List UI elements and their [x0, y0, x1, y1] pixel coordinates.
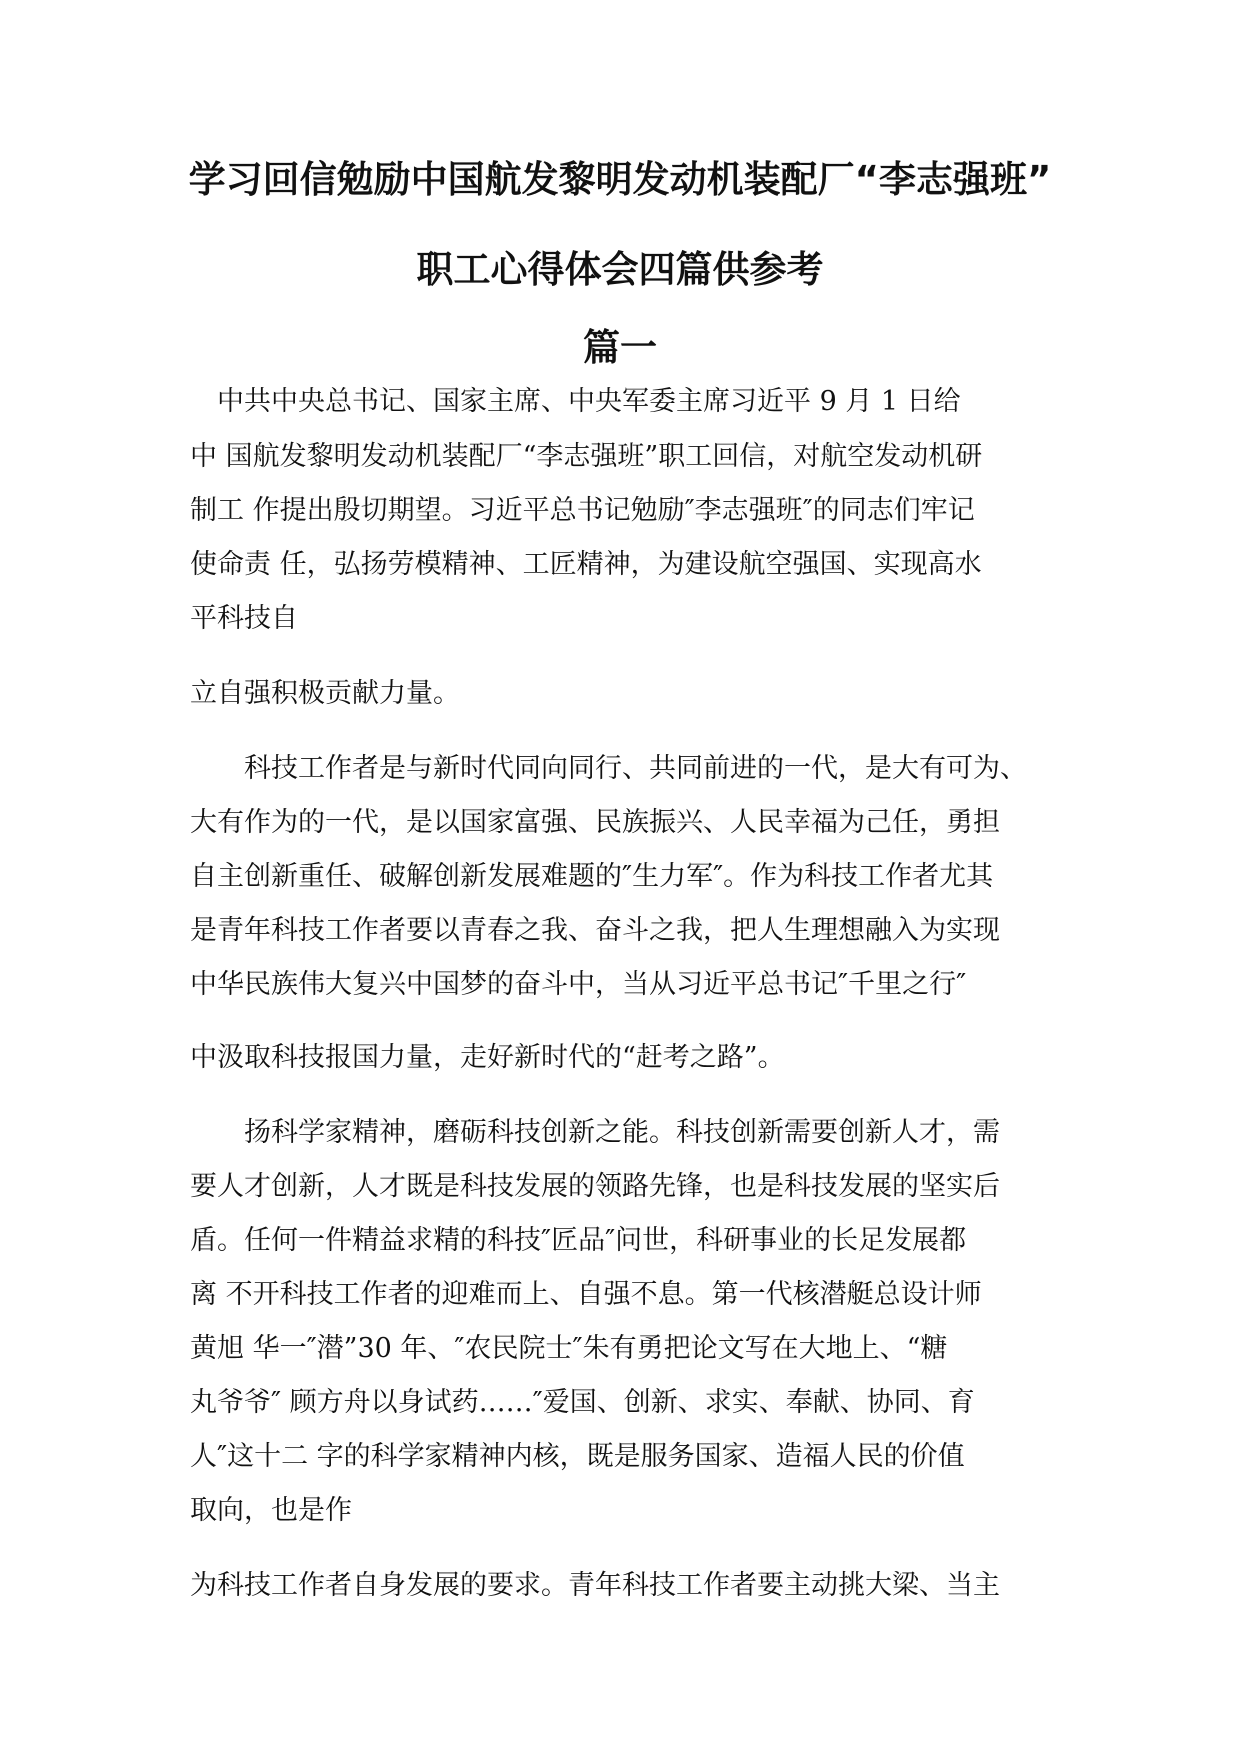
- section-heading: 篇一: [583, 326, 657, 369]
- body-text-line: 取向，也是作: [190, 1495, 352, 1526]
- body-text-line: 盾。任何一件精益求精的科技″匠品″问世，科研事业的长足发展都: [190, 1225, 967, 1256]
- body-text-line: 要人才创新，人才既是科技发展的领路先锋，也是科技发展的坚实后: [190, 1171, 1000, 1202]
- body-text-line: 人″这十二 字的科学家精神内核，既是服务国家、造福人民的价值: [190, 1441, 965, 1472]
- body-text-line: 自主创新重任、破解创新发展难题的″生力军″。作为科技工作者尤其: [190, 861, 994, 892]
- body-text-line: 中华民族伟大复兴中国梦的奋斗中，当从习近平总书记″千里之行″: [190, 969, 967, 1000]
- body-text-line: 丸爷爷″ 顾方舟以身试药……″爱国、创新、求实、奉献、协同、育: [190, 1387, 975, 1418]
- body-text-line: 为科技工作者自身发展的要求。青年科技工作者要主动挑大梁、当主: [190, 1570, 1000, 1601]
- body-text-line: 是青年科技工作者要以青春之我、奋斗之我，把人生理想融入为实现: [190, 915, 1000, 946]
- body-text-line: 黄旭 华一″潜”30 年、″农民院士″朱有勇把论文写在大地上、“糖: [190, 1333, 948, 1364]
- body-text-line: 中 国航发黎明发动机装配厂“李志强班”职工回信，对航空发动机研: [190, 441, 983, 472]
- body-text-line: 中汲取科技报国力量，走好新时代的“赶考之路”。: [190, 1042, 785, 1073]
- body-text-line: 制工 作提出殷切期望。习近平总书记勉励″李志强班″的同志们牢记: [190, 495, 975, 526]
- body-text-line: 立自强积极贡献力量。: [190, 678, 460, 709]
- document-title-line-1: 学习回信勉励中国航发黎明发动机装配厂“李志强班”: [188, 158, 1052, 201]
- body-text-line: 使命责 任，弘扬劳模精神、工匠精神，为建设航空强国、实现高水: [190, 549, 982, 580]
- body-text-line: 离 不开科技工作者的迎难而上、自强不息。第一代核潜艇总设计师: [190, 1279, 982, 1310]
- body-text-line: 平科技自: [190, 603, 298, 634]
- document-title-line-2: 职工心得体会四篇供参考: [416, 248, 824, 291]
- body-text-line: 大有作为的一代，是以国家富强、民族振兴、人民幸福为己任，勇担: [190, 807, 1000, 838]
- body-text-line: 扬科学家精神，磨砺科技创新之能。科技创新需要创新人才，需: [190, 1117, 1000, 1148]
- body-text-line: 中共中央总书记、国家主席、中央军委主席习近平 9 月 1 日给: [190, 386, 961, 417]
- body-text-line: 科技工作者是与新时代同向同行、共同前进的一代，是大有可为、: [190, 753, 1027, 784]
